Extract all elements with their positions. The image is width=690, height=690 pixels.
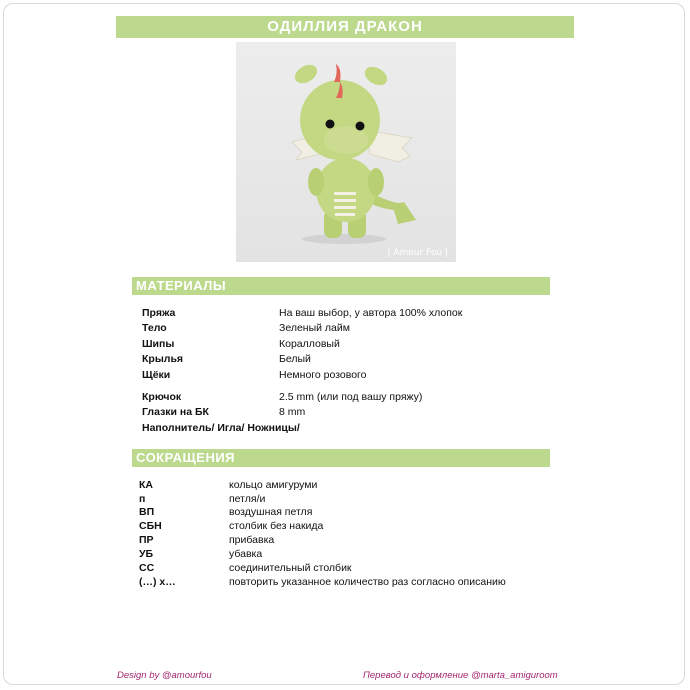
abbr-key: СС bbox=[139, 562, 155, 574]
dragon-photo bbox=[236, 42, 456, 262]
footer-translation-credit: Перевод и оформление @marta_amiguroom bbox=[363, 670, 558, 681]
abbr-key: ПР bbox=[139, 534, 154, 546]
dragon-illustration bbox=[236, 42, 456, 262]
footer-design-credit: Design by @amourfou bbox=[117, 670, 212, 681]
material-label-spikes: Шипы bbox=[142, 338, 175, 350]
material-value-eyes: 8 mm bbox=[279, 406, 306, 418]
material-label-body: Тело bbox=[142, 322, 167, 334]
abbr-value: повторить указанное количество раз согласно описанию bbox=[229, 576, 506, 588]
abbr-key: (…) х… bbox=[139, 576, 176, 588]
material-value-body: Зеленый лайм bbox=[279, 322, 350, 334]
material-value-yarn: На ваш выбор, у автора 100% хлопок bbox=[279, 307, 463, 319]
abbr-value: столбик без накида bbox=[229, 520, 324, 532]
abbr-value: прибавка bbox=[229, 534, 275, 546]
abbr-key: СБН bbox=[139, 520, 162, 532]
material-value-cheeks: Немного розового bbox=[279, 369, 367, 381]
abbr-key: УБ bbox=[139, 548, 154, 560]
material-label-eyes: Глазки на БК bbox=[142, 406, 209, 418]
abbr-key: ВП bbox=[139, 506, 155, 518]
photo-watermark: | Amour Fou | bbox=[387, 248, 448, 258]
material-label-wings: Крылья bbox=[142, 353, 184, 365]
page-title: ОДИЛЛИЯ ДРАКОН bbox=[116, 16, 574, 38]
material-label-yarn: Пряжа bbox=[142, 307, 176, 319]
abbr-value: воздушная петля bbox=[229, 506, 313, 518]
material-value-hook: 2.5 mm (или под вашу пряжу) bbox=[279, 391, 423, 403]
abbr-value: кольцо амигуруми bbox=[229, 479, 318, 491]
material-label-cheeks: Щёки bbox=[142, 369, 171, 381]
abbr-value: соединительный столбик bbox=[229, 562, 352, 574]
abbreviations-heading: СОКРАЩЕНИЯ bbox=[132, 449, 550, 467]
abbr-value: петля/и bbox=[229, 493, 266, 505]
material-label-hook: Крючок bbox=[142, 391, 182, 403]
material-value-wings: Белый bbox=[279, 353, 311, 365]
abbr-key: КА bbox=[139, 479, 153, 491]
abbr-value: убавка bbox=[229, 548, 263, 560]
materials-heading: МАТЕРИАЛЫ bbox=[132, 277, 550, 295]
material-value-spikes: Коралловый bbox=[279, 338, 340, 350]
abbr-key: п bbox=[139, 493, 146, 505]
material-label-tools: Наполнитель/ Игла/ Ножницы/ bbox=[142, 422, 300, 434]
